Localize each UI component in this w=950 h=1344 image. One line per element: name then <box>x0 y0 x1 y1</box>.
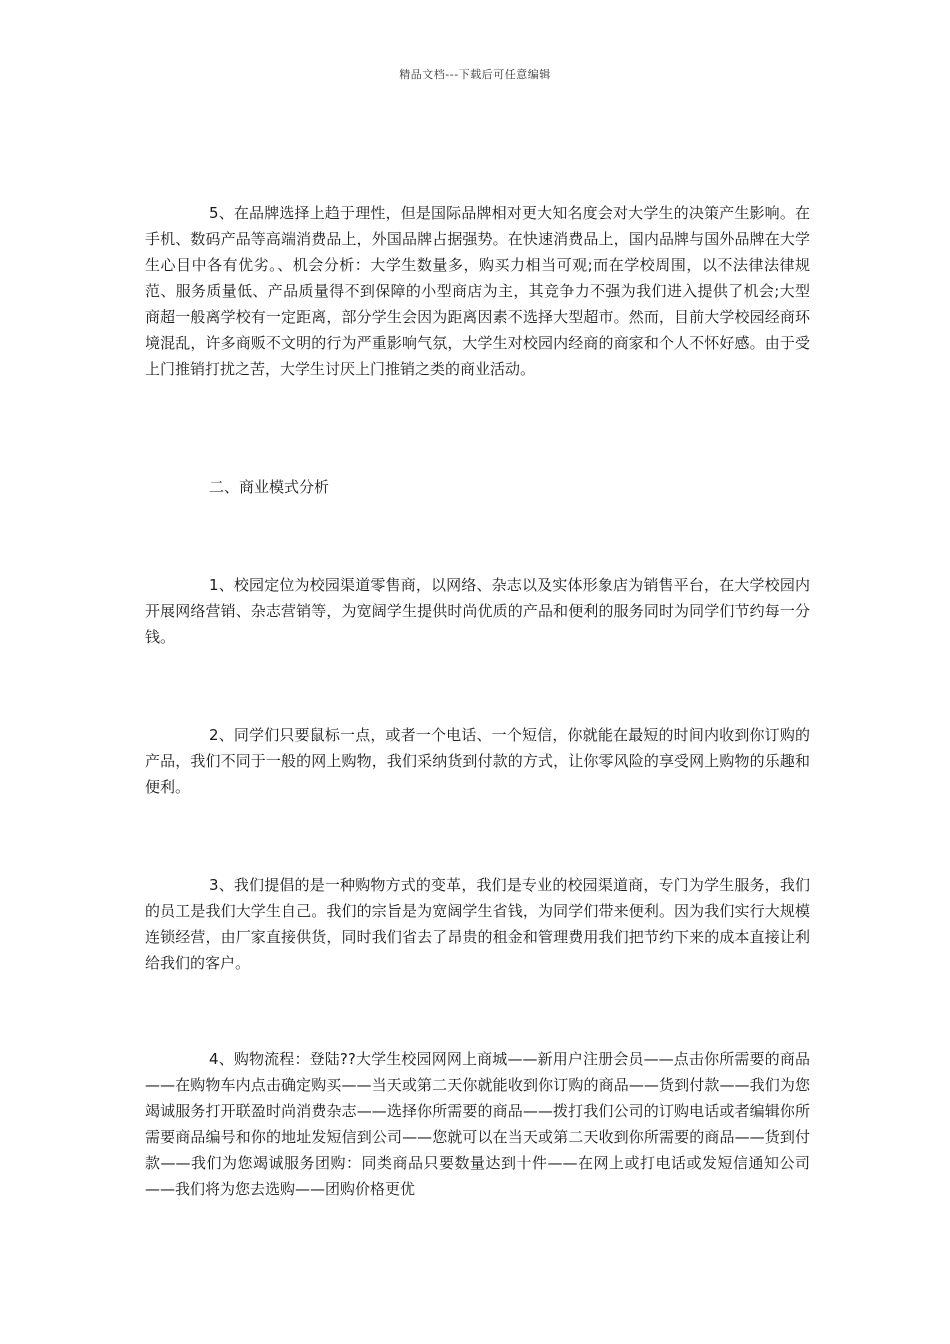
paragraph-item-3: 3、我们提倡的是一种购物方式的变革，我们是专业的校园渠道商，专门为学生服务，我们的员工是我们大学生自己。我们的宗旨是为宽阔学生省钱，为同学们带来便利。因为我们实行大规模连锁经营，由厂家直接供货，同时我们省去了昂贵的租金和管理费用我们把节约下来的成本直接让利给我们的客户。 <box>145 876 810 972</box>
page-header: 精品文档---下载后可任意编辑 <box>399 68 551 81</box>
paragraph-item-4: 4、购物流程：登陆??大学生校园网网上商城——新用户注册会员——点击你所需要的商品——在购物车内点击确定购买——当天或第二天你就能收到你订购的商品——货到付款——我们为您竭诚服务打开联盈时尚消费杂志——选择你所需要的商品——拨打我们公司的订购电话或者编辑你所需要商品编号和你的地址发短信到公司——您就可以在当天或第二天收到你所需要的商品——货到付款——我们为您竭诚服务团购：同类商品只要数量达到十件——在网上或打电话或发短信通知公司——我们将为您去选购——团购价格更优 <box>145 1050 810 1198</box>
paragraph-item-2: 2、同学们只要鼠标一点，或者一个电话、一个短信，你就能在最短的时间内收到你订购的产品，我们不同于一般的网上购物，我们采纳货到付款的方式，让你零风险的享受网上购物的乐趣和便利。 <box>145 726 810 796</box>
paragraph-item-1: 1、校园定位为校园渠道零售商，以网络、杂志以及实体形象店为销售平台，在大学校园内开展网络营销、杂志营销等，为宽阔学生提供时尚优质的产品和便利的服务同时为同学们节约每一分钱。 <box>145 576 810 646</box>
paragraph-brand-analysis: 5、在品牌选择上趋于理性，但是国际品牌相对更大知名度会对大学生的决策产生影响。在手机、数码产品等高端消费品上，外国品牌占据强势。在快速消费品上，国内品牌与国外品牌在大学生心目中各有优劣。、机会分析：大学生数量多，购买力相当可观;而在学校周围，以不法律法律规范、服务质量低、产品质量得不到保障的小型商店为主，其竞争力不强为我们进入提供了机会;大型商超一般离学校有一定距离，部分学生会因为距离因素不选择大型超市。然而，目前大学校园经商环境混乱，许多商贩不文明的行为严重影响气氛，大学生对校园内经商的商家和个人不怀好感。由于受上门推销打扰之苦，大学生讨厌上门推销之类的商业活动。 <box>145 204 810 378</box>
section-heading-business-model: 二、商业模式分析 <box>209 478 330 496</box>
